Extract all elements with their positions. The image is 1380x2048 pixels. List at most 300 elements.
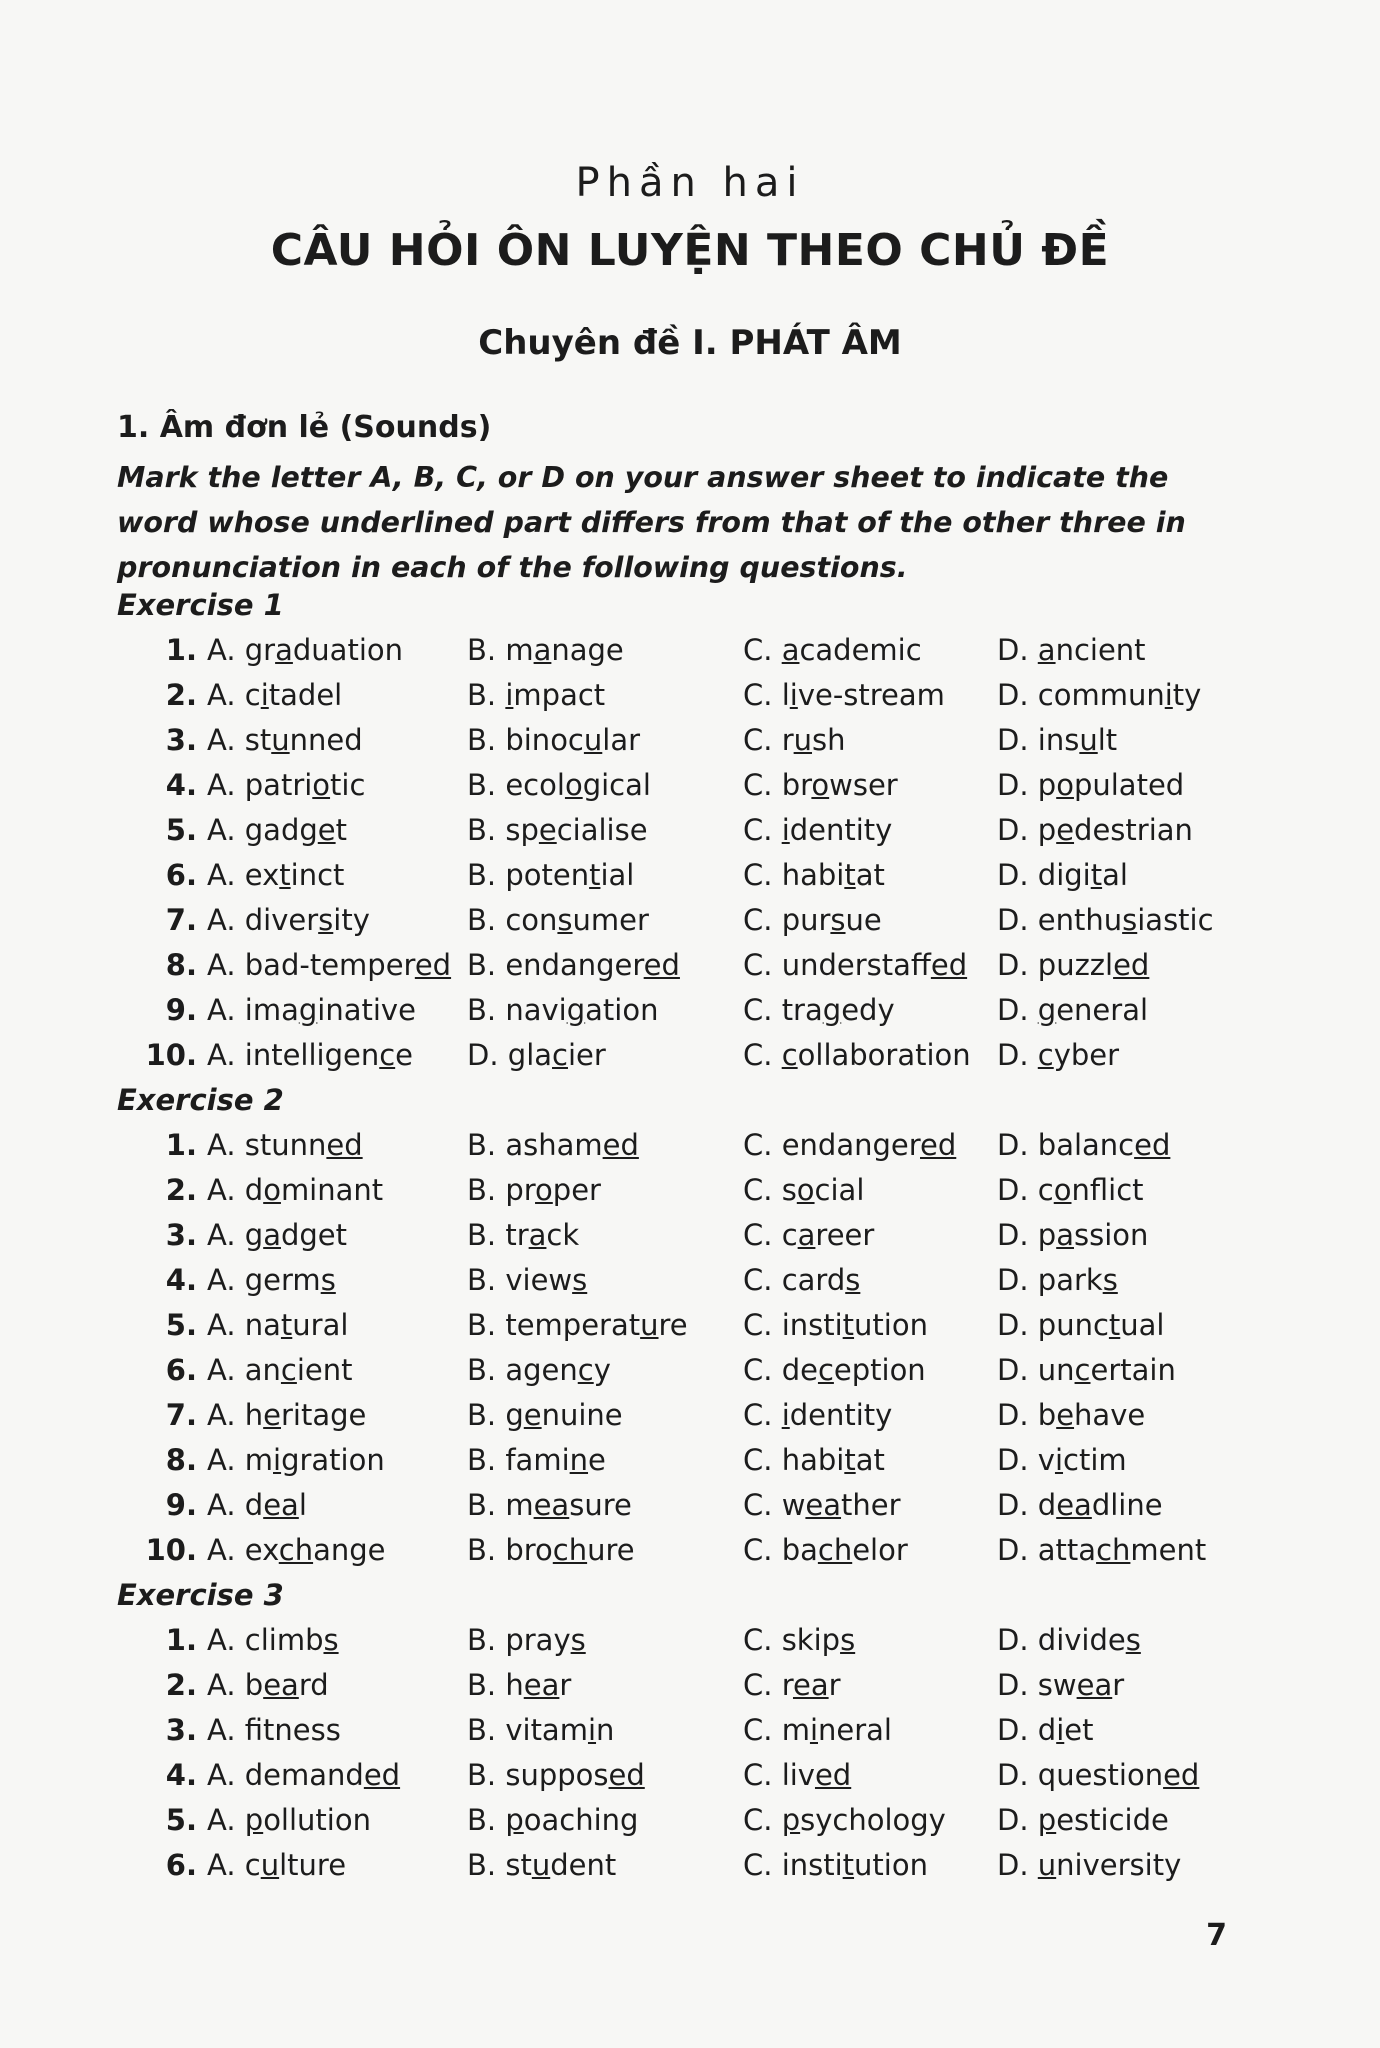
option-letter: A. [207, 813, 245, 847]
option-letter: A. [207, 768, 245, 802]
option-word: consumer [505, 903, 649, 937]
option-letter: C. [743, 1353, 782, 1387]
answer-option [743, 1708, 892, 1753]
option-word: demanded [244, 1758, 401, 1792]
option-word: collaboration [781, 1038, 971, 1072]
exercise-list [117, 583, 1267, 1888]
underlined-part: t [1090, 858, 1103, 892]
option-letter: D. [997, 1263, 1038, 1297]
option-word: heritage [244, 1398, 367, 1432]
option-word: proper [505, 1173, 601, 1207]
option-letter: A. [207, 1173, 245, 1207]
answer-option [997, 1303, 1165, 1348]
option-word: natural [244, 1308, 349, 1342]
answer-option [467, 1618, 586, 1663]
option-letter: C. [743, 1803, 782, 1837]
underlined-part: s [323, 1623, 339, 1657]
answer-option [467, 1168, 601, 1213]
answer-option [207, 808, 347, 853]
option-word: digital [1037, 858, 1128, 892]
option-letter: C. [743, 1308, 782, 1342]
option-word: brochure [505, 1533, 635, 1567]
question-number: 6. [165, 858, 197, 892]
option-letter: D. [997, 723, 1038, 757]
option-letter: A. [207, 723, 245, 757]
answer-option [743, 1033, 971, 1078]
option-letter: D. [997, 1308, 1038, 1342]
option-word: institution [781, 1848, 928, 1882]
option-letter: C. [743, 1263, 782, 1297]
question-row [117, 1258, 1267, 1303]
option-letter: C. [743, 1623, 782, 1657]
option-letter: D. [997, 1668, 1038, 1702]
answer-option [997, 1483, 1163, 1528]
option-letter: D. [997, 1038, 1038, 1072]
option-letter: D. [997, 1443, 1038, 1477]
option-word: track [505, 1218, 580, 1252]
underlined-part: s [318, 903, 334, 937]
question-row [117, 1618, 1267, 1663]
option-word: famine [505, 1443, 606, 1477]
option-word: manage [505, 633, 624, 667]
question-number: 6. [165, 1848, 197, 1882]
answer-option [743, 808, 892, 853]
option-word: deadline [1037, 1488, 1163, 1522]
part-label: Phần hai [575, 160, 805, 206]
answer-option [207, 1618, 339, 1663]
option-word: measure [505, 1488, 632, 1522]
question-row [117, 943, 1267, 988]
option-letter: B. [467, 1533, 506, 1567]
underlined-part: s [845, 1263, 861, 1297]
underlined-part: t [279, 858, 291, 892]
option-letter: C. [743, 633, 782, 667]
answer-option [743, 853, 885, 898]
answer-option [743, 1258, 860, 1303]
question-row [117, 718, 1267, 763]
option-letter: A. [207, 1668, 245, 1702]
answer-option [743, 1663, 841, 1708]
underlined-part: ed [643, 948, 680, 982]
option-letter: A. [207, 1533, 245, 1567]
option-letter: B. [467, 948, 506, 982]
question-row [117, 1663, 1267, 1708]
underlined-part: u [260, 1848, 280, 1882]
option-letter: C. [743, 1443, 782, 1477]
option-letter: D. [997, 948, 1038, 982]
option-word: imaginative [244, 993, 416, 1027]
question-number: 8. [165, 948, 197, 982]
answer-option [743, 1123, 956, 1168]
underlined-part: ea [1056, 1488, 1092, 1522]
option-word: supposed [505, 1758, 645, 1792]
underlined-part: t [1108, 1308, 1121, 1342]
option-word: browser [781, 768, 898, 802]
option-letter: D. [997, 1173, 1038, 1207]
option-word: navigation [505, 993, 659, 1027]
option-letter: B. [467, 858, 506, 892]
underlined-part: a [275, 633, 293, 667]
underlined-part: u [1079, 723, 1098, 757]
answer-option [997, 1708, 1093, 1753]
underlined-part: a [263, 1218, 281, 1252]
question-number: 9. [165, 993, 197, 1027]
answer-option [207, 1303, 348, 1348]
answer-option [207, 763, 365, 808]
answer-option [743, 763, 898, 808]
option-word: enthusiastic [1037, 903, 1214, 937]
question-number: 3. [165, 1218, 197, 1252]
answer-option [207, 1033, 413, 1078]
question-row [117, 1303, 1267, 1348]
option-letter: C. [743, 678, 782, 712]
answer-option [743, 1798, 946, 1843]
option-word: dominant [244, 1173, 384, 1207]
answer-option [207, 1798, 371, 1843]
underlined-part: t [842, 1308, 855, 1342]
underlined-part: p [244, 1803, 264, 1837]
question-row [117, 1528, 1267, 1573]
answer-option [207, 1753, 400, 1798]
answer-option [207, 1663, 329, 1708]
question-row [117, 1708, 1267, 1753]
question-row [117, 808, 1267, 853]
underlined-part: i [273, 1443, 282, 1477]
option-letter: D. [997, 993, 1038, 1027]
option-letter: D. [997, 1623, 1038, 1657]
answer-option [467, 1528, 635, 1573]
option-letter: D. [997, 1128, 1038, 1162]
answer-option [467, 1033, 606, 1078]
option-letter: B. [467, 678, 506, 712]
question-number: 4. [165, 768, 197, 802]
option-word: ancient [244, 1353, 353, 1387]
option-letter: B. [467, 1353, 506, 1387]
option-letter: B. [467, 1173, 506, 1207]
option-letter: C. [743, 1668, 782, 1702]
exercise-title: Exercise 3 [117, 1578, 284, 1612]
answer-option [467, 808, 648, 853]
underlined-part: o [796, 1173, 815, 1207]
option-letter: C. [743, 993, 782, 1027]
option-letter: A. [207, 633, 245, 667]
option-word: community [1037, 678, 1202, 712]
answer-option [207, 853, 344, 898]
answer-option [997, 1528, 1206, 1573]
option-letter: C. [743, 1218, 782, 1252]
option-word: poaching [505, 1803, 639, 1837]
answer-option [207, 673, 342, 718]
answer-option [997, 808, 1193, 853]
option-letter: D. [997, 903, 1038, 937]
answer-option [997, 1843, 1181, 1888]
option-word: climbs [244, 1623, 339, 1657]
option-letter: D. [997, 1398, 1038, 1432]
underlined-part: i [1056, 1713, 1065, 1747]
answer-option [207, 1213, 347, 1258]
answer-option [467, 1393, 623, 1438]
underlined-part: ch [552, 1533, 588, 1567]
answer-option [467, 1843, 616, 1888]
option-letter: C. [743, 1398, 782, 1432]
option-letter: A. [207, 1803, 245, 1837]
answer-option [467, 1483, 632, 1528]
option-word: stunned [244, 1128, 363, 1162]
option-word: swear [1037, 1668, 1125, 1702]
question-number: 4. [165, 1263, 197, 1297]
option-word: impact [505, 678, 606, 712]
option-letter: B. [467, 633, 506, 667]
underlined-part: s [1125, 1623, 1141, 1657]
option-word: lived [781, 1758, 852, 1792]
option-letter: A. [207, 1353, 245, 1387]
option-letter: A. [207, 1308, 245, 1342]
option-letter: B. [467, 1308, 506, 1342]
question-row [117, 1393, 1267, 1438]
option-word: career [781, 1218, 875, 1252]
option-word: tragedy [781, 993, 895, 1027]
option-word: gadget [244, 1218, 347, 1252]
option-word: glacier [507, 1038, 606, 1072]
answer-option [743, 1348, 926, 1393]
option-word: live-stream [781, 678, 945, 712]
answer-option [743, 718, 846, 763]
underlined-part: ea [1076, 1668, 1113, 1702]
answer-option [743, 1213, 874, 1258]
answer-option [743, 988, 895, 1033]
option-letter: A. [207, 1623, 245, 1657]
question-number: 10. [145, 1533, 197, 1567]
question-number: 3. [165, 1713, 197, 1747]
underlined-part: o [312, 768, 331, 802]
option-word: germs [244, 1263, 336, 1297]
answer-option [207, 898, 370, 943]
underlined-part: ed [814, 1758, 852, 1792]
option-letter: C. [743, 723, 782, 757]
option-letter: D. [997, 678, 1038, 712]
question-row [117, 673, 1267, 718]
answer-option [467, 943, 680, 988]
option-letter: C. [743, 1128, 782, 1162]
answer-option [997, 988, 1148, 1033]
underlined-part: p [1037, 1803, 1057, 1837]
underlined-part: u [531, 1848, 551, 1882]
option-letter: C. [743, 1173, 782, 1207]
option-word: identity [781, 1398, 893, 1432]
underlined-part: ed [602, 1128, 639, 1162]
answer-option [207, 1168, 383, 1213]
option-word: university [1037, 1848, 1182, 1882]
answer-option [997, 1213, 1148, 1258]
answer-option [207, 988, 416, 1033]
option-word: diversity [244, 903, 370, 937]
answer-option [467, 1753, 645, 1798]
underlined-part: ea [523, 1668, 560, 1702]
option-word: passion [1037, 1218, 1149, 1252]
option-letter: B. [467, 1758, 506, 1792]
underlined-part: ea [533, 1488, 570, 1522]
page-number: 7 [1206, 1918, 1227, 1953]
option-word: institution [781, 1308, 928, 1342]
underlined-part: c [379, 1038, 396, 1072]
underlined-part: i [1164, 678, 1173, 712]
topic-title: Chuyên đề I. PHÁT ÂM [478, 323, 902, 363]
underlined-part: a [1056, 1218, 1074, 1252]
answer-option [997, 1753, 1199, 1798]
option-word: cards [781, 1263, 861, 1297]
answer-option [997, 1663, 1124, 1708]
option-word: balanced [1037, 1128, 1171, 1162]
answer-option [207, 1528, 385, 1573]
option-letter: B. [467, 903, 506, 937]
underlined-part: u [793, 723, 813, 757]
answer-option [743, 628, 922, 673]
main-title: CÂU HỎI ÔN LUYỆN THEO CHỦ ĐỀ [270, 225, 1110, 276]
exercise-title: Exercise 1 [117, 588, 284, 622]
question-number: 5. [165, 1308, 197, 1342]
answer-option [467, 763, 651, 808]
answer-option [743, 673, 945, 718]
underlined-part: t [280, 1308, 293, 1342]
option-letter: A. [207, 1443, 245, 1477]
question-number: 4. [165, 1758, 197, 1792]
option-word: genuine [505, 1398, 623, 1432]
answer-option [997, 853, 1128, 898]
answer-option [997, 1798, 1169, 1843]
answer-option [743, 1393, 892, 1438]
answer-option [743, 1168, 864, 1213]
option-word: student [505, 1848, 617, 1882]
answer-option [743, 943, 967, 988]
underlined-part: a [797, 1218, 816, 1252]
answer-option [467, 1213, 579, 1258]
question-row [117, 1348, 1267, 1393]
answer-option [997, 763, 1184, 808]
option-letter: A. [207, 993, 245, 1027]
option-word: pursue [781, 903, 882, 937]
answer-option [467, 1123, 639, 1168]
underlined-part: ea [263, 1668, 299, 1702]
answer-option [467, 1258, 587, 1303]
option-word: patriotic [244, 768, 366, 802]
question-row [117, 1123, 1267, 1168]
underlined-part: g [566, 993, 586, 1027]
option-word: citadel [244, 678, 343, 712]
underlined-part: s [557, 903, 573, 937]
answer-option [467, 1798, 638, 1843]
underlined-part: i [505, 678, 514, 712]
section-heading: 1. Âm đơn lẻ (Sounds) [117, 410, 492, 445]
option-word: habitat [781, 858, 885, 892]
answer-option [467, 1663, 571, 1708]
option-word: ecological [505, 768, 651, 802]
option-word: rush [781, 723, 846, 757]
option-letter: C. [743, 1758, 782, 1792]
answer-option [207, 1258, 336, 1303]
answer-option [467, 898, 649, 943]
option-letter: C. [743, 768, 782, 802]
question-row [117, 1213, 1267, 1258]
option-letter: C. [743, 1038, 782, 1072]
question-row [117, 853, 1267, 898]
option-letter: C. [743, 1848, 782, 1882]
option-letter: B. [467, 1263, 506, 1297]
underlined-part: c [1037, 1038, 1054, 1072]
option-letter: B. [467, 1623, 506, 1657]
option-word: endangered [505, 948, 680, 982]
answer-option [207, 628, 403, 673]
option-word: psychology [781, 1803, 946, 1837]
underlined-part: p [781, 1803, 801, 1837]
underlined-part: c [577, 1353, 594, 1387]
option-word: uncertain [1037, 1353, 1176, 1387]
underlined-part: ed [1134, 1128, 1171, 1162]
option-word: identity [781, 813, 893, 847]
option-letter: C. [743, 1533, 782, 1567]
underlined-part: i [781, 1398, 790, 1432]
question-number: 5. [165, 1803, 197, 1837]
answer-option [743, 1843, 928, 1888]
underlined-part: o [535, 1173, 553, 1207]
option-letter: C. [743, 903, 782, 937]
exercise-title: Exercise 2 [117, 1083, 284, 1117]
underlined-part: ch [817, 1533, 853, 1567]
underlined-part: o [811, 768, 830, 802]
option-word: habitat [781, 1443, 885, 1477]
option-word: ashamed [505, 1128, 639, 1162]
underlined-part: s [320, 1263, 336, 1297]
option-word: exchange [244, 1533, 386, 1567]
option-letter: C. [743, 948, 782, 982]
question-number: 6. [165, 1353, 197, 1387]
answer-option [207, 1438, 385, 1483]
answer-option [997, 1348, 1176, 1393]
answer-option [467, 628, 624, 673]
answer-option [997, 1033, 1119, 1078]
question-row [117, 1798, 1267, 1843]
option-letter: A. [207, 1218, 245, 1252]
question-row [117, 1168, 1267, 1213]
question-number: 8. [165, 1443, 197, 1477]
option-word: academic [781, 633, 922, 667]
underlined-part: t [844, 1443, 856, 1477]
option-letter: B. [467, 993, 506, 1027]
underlined-part: e [538, 813, 557, 847]
option-word: rear [781, 1668, 841, 1702]
underlined-part: ch [278, 1533, 314, 1567]
answer-option [207, 1393, 366, 1438]
answer-option [743, 1753, 851, 1798]
answer-option [207, 1348, 353, 1393]
question-number: 1. [165, 1623, 197, 1657]
option-letter: B. [467, 1803, 506, 1837]
underlined-part: c [817, 1353, 834, 1387]
option-word: deception [781, 1353, 926, 1387]
option-letter: A. [207, 1128, 245, 1162]
underlined-part: i [260, 678, 269, 712]
option-letter: B. [467, 1128, 506, 1162]
answer-option [743, 1483, 901, 1528]
option-word: cyber [1037, 1038, 1120, 1072]
answer-option [207, 1123, 363, 1168]
underlined-part: t [589, 858, 601, 892]
underlined-part: u [583, 723, 603, 757]
answer-option [467, 1348, 611, 1393]
answer-option [997, 1168, 1144, 1213]
answer-option [997, 1618, 1141, 1663]
question-number: 7. [165, 1398, 197, 1432]
option-word: extinct [244, 858, 345, 892]
